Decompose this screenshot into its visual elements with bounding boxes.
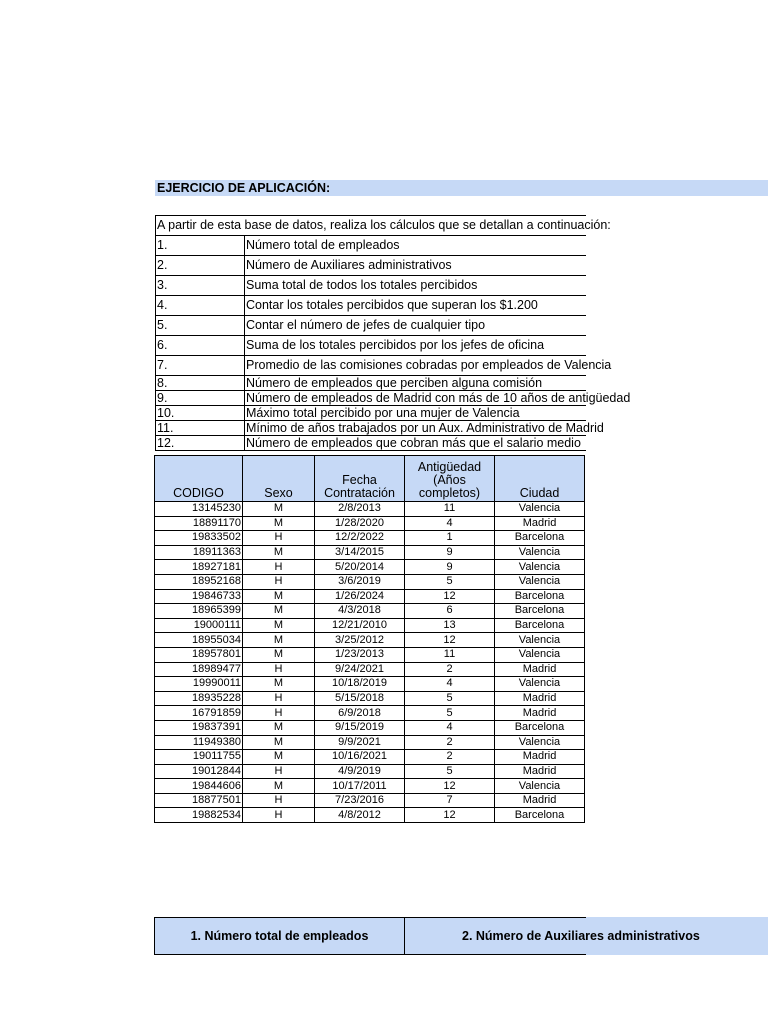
cell-fecha: 9/15/2019 <box>315 720 405 735</box>
table-row <box>155 793 585 808</box>
cell-fecha: 10/16/2021 <box>315 750 405 765</box>
cell-ciudad: Valencia <box>495 574 585 589</box>
cell-fecha: 3/14/2015 <box>315 545 405 560</box>
instructions-box <box>155 215 631 451</box>
cell-antiguedad: 13 <box>405 618 495 633</box>
header-antiguedad: Antigüedad (Años completos) <box>405 456 495 502</box>
cell-codigo: 19846733 <box>155 589 243 604</box>
cell-codigo: 18989477 <box>155 662 243 677</box>
cell-ciudad: Valencia <box>495 779 585 794</box>
cell-ciudad: Madrid <box>495 706 585 721</box>
instruction-number: 11. <box>156 421 245 435</box>
instruction-item <box>156 316 586 336</box>
table-row <box>155 647 585 662</box>
instruction-text: Número de Auxiliares administrativos <box>246 258 452 272</box>
cell-fecha: 4/8/2012 <box>315 808 405 823</box>
cell-codigo: 18891170 <box>155 516 243 531</box>
cell-fecha: 10/18/2019 <box>315 677 405 692</box>
table-row <box>155 779 585 794</box>
instruction-number: 6. <box>156 336 245 355</box>
cell-fecha: 9/24/2021 <box>315 662 405 677</box>
cell-ciudad: Valencia <box>495 735 585 750</box>
table-row <box>155 531 585 546</box>
cell-sexo: H <box>243 706 315 721</box>
cell-sexo: M <box>243 545 315 560</box>
cell-fecha: 4/9/2019 <box>315 764 405 779</box>
cell-ciudad: Valencia <box>495 502 585 517</box>
table-header-row <box>155 456 585 502</box>
cell-sexo: M <box>243 516 315 531</box>
table-row <box>155 677 585 692</box>
result-header-2: 2. Número de Auxiliares administrativos <box>462 929 700 943</box>
instruction-item <box>156 356 612 376</box>
cell-sexo: M <box>243 779 315 794</box>
cell-sexo: H <box>243 808 315 823</box>
cell-codigo: 19844606 <box>155 779 243 794</box>
cell-sexo: M <box>243 720 315 735</box>
cell-codigo: 18955034 <box>155 633 243 648</box>
instruction-text: Promedio de las comisiones cobradas por empleados de Valencia <box>246 358 612 372</box>
instruction-item <box>156 436 586 451</box>
cell-sexo: M <box>243 647 315 662</box>
cell-antiguedad: 12 <box>405 808 495 823</box>
header-fecha: Fecha Contratación <box>315 456 405 502</box>
cell-sexo: M <box>243 735 315 750</box>
cell-codigo: 13145230 <box>155 502 243 517</box>
header-codigo: CODIGO <box>155 456 243 502</box>
cell-codigo: 18911363 <box>155 545 243 560</box>
table-row <box>155 662 585 677</box>
cell-ciudad: Madrid <box>495 691 585 706</box>
header-ciudad: Ciudad <box>495 456 585 502</box>
instruction-number: 1. <box>156 236 245 255</box>
table-row <box>155 618 585 633</box>
cell-fecha: 1/23/2013 <box>315 647 405 662</box>
results-header <box>154 917 700 955</box>
cell-antiguedad: 4 <box>405 677 495 692</box>
cell-antiguedad: 11 <box>405 647 495 662</box>
instruction-text: Máximo total percibido por una mujer de Valencia <box>246 406 520 420</box>
instruction-number: 7. <box>156 356 245 375</box>
cell-fecha: 7/23/2016 <box>315 793 405 808</box>
header-sexo: Sexo <box>243 456 315 502</box>
cell-fecha: 2/8/2013 <box>315 502 405 517</box>
cell-ciudad: Valencia <box>495 545 585 560</box>
cell-codigo: 19990011 <box>155 677 243 692</box>
table-row <box>155 589 585 604</box>
instruction-text: Mínimo de años trabajados por un Aux. Administrativo de Madrid <box>246 421 604 435</box>
table-row <box>155 735 585 750</box>
cell-sexo: M <box>243 604 315 619</box>
cell-codigo: 18877501 <box>155 793 243 808</box>
cell-ciudad: Madrid <box>495 793 585 808</box>
cell-antiguedad: 5 <box>405 706 495 721</box>
cell-sexo: H <box>243 662 315 677</box>
cell-fecha: 12/2/2022 <box>315 531 405 546</box>
cell-codigo: 19000111 <box>155 618 243 633</box>
cell-ciudad: Madrid <box>495 750 585 765</box>
cell-antiguedad: 1 <box>405 531 495 546</box>
cell-ciudad: Barcelona <box>495 618 585 633</box>
cell-ciudad: Barcelona <box>495 604 585 619</box>
cell-codigo: 18957801 <box>155 647 243 662</box>
table-row <box>155 750 585 765</box>
cell-ciudad: Barcelona <box>495 531 585 546</box>
cell-fecha: 10/17/2011 <box>315 779 405 794</box>
cell-codigo: 19833502 <box>155 531 243 546</box>
cell-fecha: 3/6/2019 <box>315 574 405 589</box>
cell-antiguedad: 5 <box>405 691 495 706</box>
instruction-item <box>156 276 586 296</box>
instruction-text: Contar el número de jefes de cualquier tipo <box>246 318 486 332</box>
instruction-text: Suma de los totales percibidos por los jefes de oficina <box>246 338 545 352</box>
cell-codigo: 18965399 <box>155 604 243 619</box>
cell-antiguedad: 12 <box>405 779 495 794</box>
cell-ciudad: Barcelona <box>495 808 585 823</box>
instruction-text: Suma total de todos los totales percibidos <box>246 278 478 292</box>
cell-fecha: 5/20/2014 <box>315 560 405 575</box>
cell-antiguedad: 12 <box>405 589 495 604</box>
instructions-intro: A partir de esta base de datos, realiza los cálculos que se detallan a continuación: <box>156 216 586 236</box>
cell-ciudad: Valencia <box>495 647 585 662</box>
cell-codigo: 16791859 <box>155 706 243 721</box>
instruction-text: Número total de empleados <box>246 238 400 252</box>
cell-antiguedad: 2 <box>405 735 495 750</box>
cell-codigo: 19837391 <box>155 720 243 735</box>
instruction-item <box>156 421 604 436</box>
cell-ciudad: Madrid <box>495 764 585 779</box>
cell-codigo: 18952168 <box>155 574 243 589</box>
cell-ciudad: Valencia <box>495 677 585 692</box>
table-row <box>155 691 585 706</box>
table-row <box>155 502 585 517</box>
cell-antiguedad: 11 <box>405 502 495 517</box>
table-row <box>155 706 585 721</box>
cell-sexo: H <box>243 531 315 546</box>
table-row <box>155 516 585 531</box>
cell-antiguedad: 5 <box>405 764 495 779</box>
table-row <box>155 574 585 589</box>
instruction-number: 12. <box>156 436 245 450</box>
cell-antiguedad: 12 <box>405 633 495 648</box>
instruction-text: Número de empleados que perciben alguna comisión <box>246 376 543 390</box>
cell-codigo: 18935228 <box>155 691 243 706</box>
cell-fecha: 6/9/2018 <box>315 706 405 721</box>
cell-ciudad: Madrid <box>495 516 585 531</box>
instruction-item <box>156 406 586 421</box>
instruction-item <box>156 236 586 256</box>
table-row <box>155 633 585 648</box>
cell-antiguedad: 7 <box>405 793 495 808</box>
exercise-title-bar <box>155 180 768 196</box>
cell-ciudad: Barcelona <box>495 720 585 735</box>
table-row <box>155 560 585 575</box>
instruction-number: 2. <box>156 256 245 275</box>
cell-sexo: M <box>243 750 315 765</box>
cell-antiguedad: 9 <box>405 545 495 560</box>
table-row <box>155 720 585 735</box>
cell-sexo: H <box>243 691 315 706</box>
cell-antiguedad: 4 <box>405 720 495 735</box>
table-row <box>155 604 585 619</box>
cell-ciudad: Valencia <box>495 633 585 648</box>
cell-fecha: 4/3/2018 <box>315 604 405 619</box>
cell-fecha: 1/28/2020 <box>315 516 405 531</box>
exercise-title: EJERCICIO DE APLICACIÓN: <box>157 181 331 195</box>
cell-codigo: 11949380 <box>155 735 243 750</box>
instruction-number: 10. <box>156 406 245 420</box>
instruction-number: 5. <box>156 316 245 335</box>
instruction-number: 3. <box>156 276 245 295</box>
cell-antiguedad: 2 <box>405 662 495 677</box>
instruction-number: 4. <box>156 296 245 315</box>
instruction-text: Número de empleados que cobran más que el salario medio <box>246 436 581 450</box>
cell-antiguedad: 2 <box>405 750 495 765</box>
cell-fecha: 1/26/2024 <box>315 589 405 604</box>
cell-fecha: 12/21/2010 <box>315 618 405 633</box>
instruction-number: 8. <box>156 376 245 390</box>
cell-ciudad: Madrid <box>495 662 585 677</box>
cell-codigo: 18927181 <box>155 560 243 575</box>
instruction-item <box>156 336 586 356</box>
cell-antiguedad: 9 <box>405 560 495 575</box>
instruction-item <box>156 391 631 406</box>
cell-codigo: 19012844 <box>155 764 243 779</box>
table-row <box>155 808 585 823</box>
cell-sexo: M <box>243 502 315 517</box>
cell-antiguedad: 4 <box>405 516 495 531</box>
cell-sexo: H <box>243 764 315 779</box>
instruction-item <box>156 376 586 391</box>
cell-antiguedad: 6 <box>405 604 495 619</box>
table-row <box>155 764 585 779</box>
instruction-item <box>156 296 586 316</box>
cell-codigo: 19882534 <box>155 808 243 823</box>
cell-ciudad: Valencia <box>495 560 585 575</box>
employee-table <box>154 455 585 823</box>
cell-fecha: 9/9/2021 <box>315 735 405 750</box>
table-row <box>155 545 585 560</box>
cell-codigo: 19011755 <box>155 750 243 765</box>
cell-sexo: M <box>243 677 315 692</box>
cell-sexo: H <box>243 793 315 808</box>
instruction-item <box>156 256 586 276</box>
instruction-text: Número de empleados de Madrid con más de 10 años de antigüedad <box>246 391 631 405</box>
result-header-1: 1. Número total de empleados <box>155 918 405 954</box>
cell-fecha: 5/15/2018 <box>315 691 405 706</box>
cell-sexo: H <box>243 574 315 589</box>
cell-fecha: 3/25/2012 <box>315 633 405 648</box>
cell-sexo: M <box>243 589 315 604</box>
cell-sexo: H <box>243 560 315 575</box>
cell-sexo: M <box>243 618 315 633</box>
instruction-text: Contar los totales percibidos que superan los $1.200 <box>246 298 538 312</box>
cell-sexo: M <box>243 633 315 648</box>
cell-antiguedad: 5 <box>405 574 495 589</box>
cell-ciudad: Barcelona <box>495 589 585 604</box>
instruction-number: 9. <box>156 391 245 405</box>
